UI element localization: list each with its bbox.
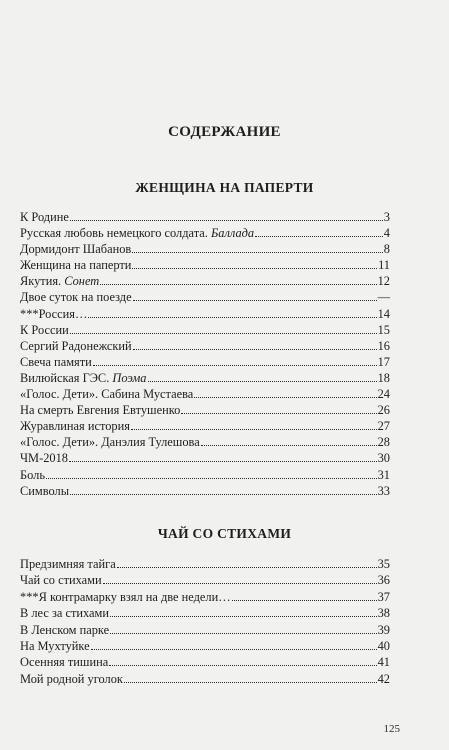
toc-entry-title: [20, 572, 102, 588]
toc-entry: [20, 289, 390, 305]
toc-entry-page: 11: [378, 258, 390, 273]
toc-entry-title-text: Свеча памяти: [20, 354, 92, 369]
toc-entry-title-text: «Голос. Дети». Сабина Мустаева: [20, 387, 194, 402]
toc-entry-page: 36: [377, 573, 390, 588]
toc-entry-title: [20, 654, 108, 670]
dot-leader: [70, 494, 377, 495]
toc-entry-title: [20, 225, 254, 241]
dot-leader: [194, 397, 376, 398]
toc-entry: [20, 467, 390, 483]
toc-entry-title-text: На Мухтуйке: [20, 638, 90, 653]
toc-entry-title-text: ***Россия…: [20, 306, 88, 321]
toc-entry-title: [20, 354, 92, 370]
dot-leader: [93, 365, 377, 366]
dot-leader: [109, 665, 376, 666]
toc-entry-page: 18: [377, 370, 390, 385]
toc-entry-page: 35: [377, 557, 390, 571]
toc-entry-title-text: К Родине: [20, 210, 69, 224]
toc-entry-genre: Баллада: [210, 226, 255, 241]
toc-entry: [20, 402, 390, 418]
dot-leader: [91, 649, 377, 650]
toc-entry-page: 4: [383, 226, 390, 241]
toc-entry-title-text: Боль: [20, 467, 45, 482]
toc-entry-title: [20, 483, 69, 499]
toc-entry-title-text: Символы: [20, 483, 70, 498]
toc-entry-title: [20, 671, 123, 687]
dot-leader: [148, 381, 377, 382]
dot-leader: [69, 461, 377, 462]
toc-entry-page: 12: [377, 274, 390, 289]
toc-entry-genre: Поэма: [112, 370, 147, 385]
toc-entry-title: [20, 402, 180, 418]
toc-entry-title-text: Осенняя тишина: [20, 655, 109, 670]
toc-entry: [20, 273, 390, 289]
toc-entry-page: 40: [377, 638, 390, 653]
toc-entry-title: [20, 556, 116, 572]
toc-entry-title: [20, 306, 87, 322]
toc-entry-page: 28: [377, 435, 390, 450]
toc-entry-title: [20, 605, 109, 621]
toc-entry-page: 41: [377, 655, 390, 670]
toc-entry: [20, 572, 390, 588]
toc-entry-title-text: Мой родной уголок: [20, 671, 123, 686]
dot-leader: [181, 413, 376, 414]
toc-entry-genre: Сонет: [64, 274, 100, 289]
toc-entry-title: [20, 273, 99, 289]
toc-entry-page: 38: [377, 606, 390, 621]
toc-entry-title-text: В Ленском парке: [20, 622, 110, 637]
toc-entry-page: 24: [377, 387, 390, 402]
dot-leader: [70, 220, 383, 221]
toc-entry-page: 3: [383, 210, 390, 224]
toc-entry: [20, 434, 390, 450]
dot-leader: [124, 682, 377, 683]
toc-entry-title-text: ***Я контрамарку взял на две недели…: [20, 589, 231, 604]
toc-entry-title: [20, 386, 193, 402]
toc-entry-title-text: Двое суток на поезде: [20, 290, 132, 305]
toc-entry-page: —: [377, 290, 390, 305]
toc-entry: [20, 209, 390, 225]
toc-entry: [20, 241, 390, 257]
toc-entry-title-text: Вилюйская ГЭС.: [20, 370, 110, 385]
toc-entry: [20, 654, 390, 670]
toc-entry-title: [20, 467, 45, 483]
toc-entry: [20, 638, 390, 654]
toc-entry-title: [20, 638, 90, 654]
toc-entry: [20, 556, 390, 572]
toc-entry-page: 8: [383, 242, 390, 257]
toc-entry-title-text: На смерть Евгения Евтушенко: [20, 403, 181, 418]
toc-entry: [20, 322, 390, 338]
toc-entry-title-text: Сергий Радонежский: [20, 338, 132, 353]
toc-entry-page: 15: [377, 322, 390, 337]
contents-title: СОДЕРЖАНИЕ: [168, 124, 281, 140]
toc-entry-title-text: К России: [20, 322, 69, 337]
toc-entry-title: [20, 322, 69, 338]
toc-entry-title: [20, 370, 147, 386]
section-title: ЧАЙ СО СТИХАМИ: [157, 526, 292, 541]
toc-entry-title-text: Чай со стихами: [20, 573, 102, 588]
toc-list: [20, 209, 390, 499]
toc-entry: [20, 354, 390, 370]
toc-entry: [20, 257, 390, 273]
dot-leader: [132, 268, 377, 269]
toc-entry: [20, 605, 390, 621]
toc-entry-title: [20, 338, 132, 354]
toc-entry-title-text: ЧМ-2018: [20, 451, 68, 466]
toc-entry: [20, 418, 390, 434]
dot-leader: [232, 600, 377, 601]
dot-leader: [132, 252, 383, 253]
toc-entry-title: [20, 450, 68, 466]
toc-entry-title: [20, 622, 109, 638]
dot-leader: [70, 333, 377, 334]
toc-entry-title: [20, 418, 130, 434]
toc-entry: [20, 622, 390, 638]
dot-leader: [133, 349, 377, 350]
toc-entry-title: [20, 257, 131, 273]
section-title: ЖЕНЩИНА НА ПАПЕРТИ: [135, 180, 314, 195]
toc-entry-title: [20, 434, 200, 450]
toc-entry-page: 31: [377, 467, 390, 482]
toc-entry-page: 33: [377, 483, 390, 498]
toc-entry-title-text: Дормидонт Шабанов: [20, 242, 132, 257]
toc-entry-page: 30: [377, 451, 390, 466]
toc-entry-title-text: Предзимняя тайга: [20, 557, 116, 571]
toc-entry: [20, 483, 390, 499]
toc-entry-page: 37: [377, 589, 390, 604]
toc-entry-page: 39: [377, 622, 390, 637]
dot-leader: [110, 616, 377, 617]
dot-leader: [201, 445, 377, 446]
toc-entry-page: 26: [377, 403, 390, 418]
toc-entry: [20, 306, 390, 322]
toc-entry: [20, 450, 390, 466]
dot-leader: [110, 633, 376, 634]
toc-entry: [20, 671, 390, 687]
dot-leader: [100, 284, 376, 285]
toc-entry-page: 42: [377, 671, 390, 686]
toc-entry-title-text: «Голос. Дети». Данэлия Тулешова: [20, 435, 200, 450]
toc-entry-page: 17: [377, 354, 390, 369]
toc-list: [20, 556, 390, 687]
toc-entry: [20, 370, 390, 386]
toc-entry-title-text: Якутия.: [20, 274, 62, 289]
toc-entry-title: [20, 289, 132, 305]
dot-leader: [131, 429, 377, 430]
dot-leader: [103, 583, 377, 584]
toc-entry: [20, 386, 390, 402]
dot-leader: [117, 567, 377, 568]
dot-leader: [133, 300, 377, 301]
toc-entry: [20, 338, 390, 354]
toc-entry: [20, 225, 390, 241]
page-number: 125: [383, 723, 400, 735]
toc-entry-page: 27: [377, 419, 390, 434]
dot-leader: [46, 478, 377, 479]
dot-leader: [255, 236, 383, 237]
toc-entry-title-text: Журавлиная история: [20, 419, 130, 434]
toc-entry-title-text: В лес за стихами: [20, 606, 109, 621]
toc-entry-title-text: Женщина на паперти: [20, 258, 132, 273]
toc-entry-page: 14: [377, 306, 390, 321]
toc-entry: [20, 589, 390, 605]
toc-entry-title-text: Русская любовь немецкого солдата.: [20, 226, 208, 241]
toc-entry-page: 16: [377, 338, 390, 353]
toc-entry-title: [20, 209, 69, 225]
toc-entry-title: [20, 241, 131, 257]
toc-entry-title: [20, 589, 231, 605]
dot-leader: [88, 317, 376, 318]
